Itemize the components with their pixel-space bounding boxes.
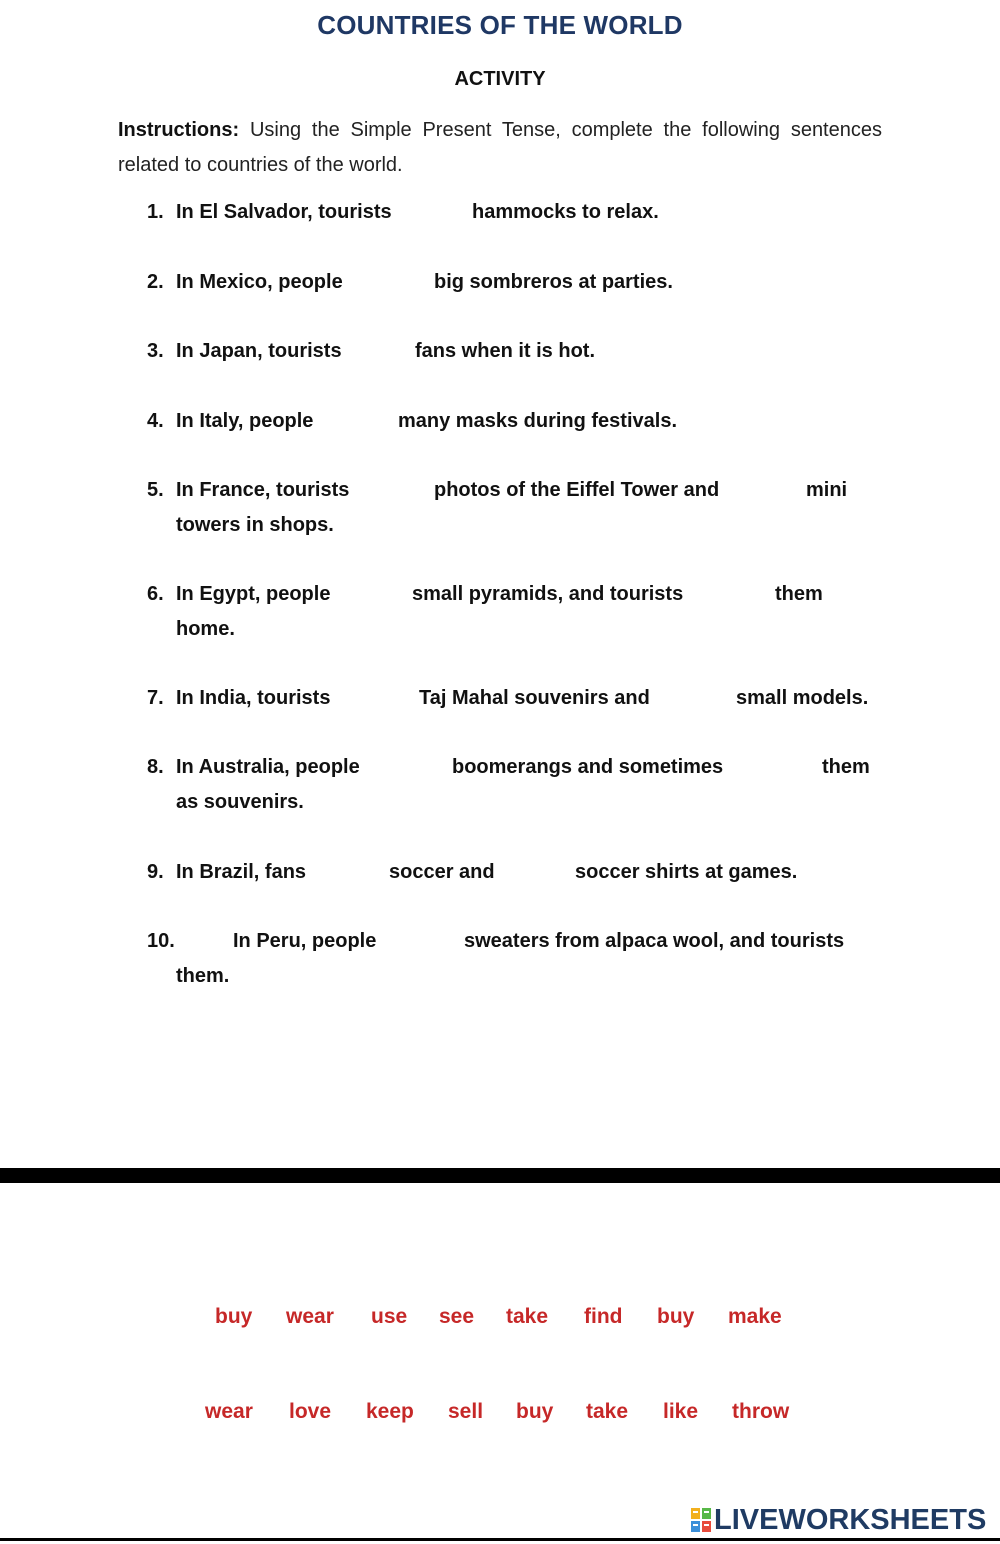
sentence-text: In Peru, people	[233, 930, 377, 952]
sentence-text: as souvenirs.	[176, 791, 304, 813]
word-bank-word: buy	[657, 1305, 695, 1328]
sentence-number: 10.	[147, 930, 175, 952]
sentence-text: boomerangs and sometimes	[452, 756, 724, 778]
sentence-number: 8.	[147, 756, 164, 778]
word-bank-word: wear	[205, 1400, 253, 1423]
bottom-border	[0, 1538, 1000, 1541]
word-bank-word: use	[371, 1305, 408, 1328]
sentence-number: 6.	[147, 583, 164, 605]
sentence-text: them	[775, 583, 823, 605]
sentence-number: 4.	[147, 410, 164, 432]
sentence-text: home.	[176, 618, 235, 640]
word-bank-word: love	[289, 1400, 332, 1423]
sentence-text: small models.	[736, 687, 869, 709]
sentence-text: In Japan, tourists	[176, 340, 342, 362]
sentence-text: soccer shirts at games.	[575, 861, 798, 883]
instructions-label: Instructions:	[118, 119, 240, 141]
sentence-number: 5.	[147, 479, 164, 501]
word-bank-word: see	[439, 1305, 475, 1328]
page-subtitle: ACTIVITY	[454, 68, 546, 90]
sentence-text: In Australia, people	[176, 756, 360, 778]
sentence-text: towers in shops.	[176, 514, 334, 536]
word-bank-word: like	[663, 1400, 699, 1423]
word-bank-word: throw	[732, 1400, 790, 1423]
word-bank-word: keep	[366, 1400, 414, 1423]
liveworksheets-logo	[690, 1500, 986, 1540]
liveworksheets-logo-text: LIVEWORKSHEETS	[714, 1503, 987, 1536]
word-bank-word: sell	[448, 1400, 484, 1423]
sentence-text: In El Salvador, tourists	[176, 201, 392, 223]
sentence-number: 2.	[147, 271, 164, 293]
sentence-text: mini	[806, 479, 848, 501]
word-bank-word: find	[584, 1305, 623, 1328]
section-divider	[0, 1168, 1000, 1183]
word-bank-word: wear	[286, 1305, 334, 1328]
liveworksheets-logo-icon	[690, 1507, 712, 1533]
word-bank-word: take	[586, 1400, 629, 1423]
word-bank-word: make	[728, 1305, 782, 1328]
sentence-text: soccer and	[389, 861, 495, 883]
sentence-number: 7.	[147, 687, 164, 709]
sentence-text: them	[822, 756, 870, 778]
instructions	[118, 113, 882, 183]
sentence-text: Taj Mahal souvenirs and	[419, 687, 650, 709]
word-bank-word: buy	[516, 1400, 554, 1423]
sentence-text: fans when it is hot.	[415, 340, 596, 362]
sentence-text: them.	[176, 965, 230, 987]
sentence-text: sweaters from alpaca wool, and tourists	[464, 930, 845, 952]
page-title: COUNTRIES OF THE WORLD	[317, 10, 683, 40]
sentence-number: 9.	[147, 861, 164, 883]
sentence-text: In France, tourists	[176, 479, 350, 501]
sentence-text: many masks during festivals.	[398, 410, 678, 432]
word-bank-word: buy	[215, 1305, 253, 1328]
instructions-text: Using the Simple Present Tense, complete the following sentences related to countries of the world.	[118, 119, 882, 176]
sentence-text: small pyramids, and tourists	[412, 583, 684, 605]
sentence-text: In Egypt, people	[176, 583, 331, 605]
sentence-number: 3.	[147, 340, 164, 362]
sentence-number: 1.	[147, 201, 164, 223]
sentence-text: big sombreros at parties.	[434, 271, 673, 293]
sentence-text: In Italy, people	[176, 410, 314, 432]
sentence-text: In Brazil, fans	[176, 861, 307, 883]
sentence-text: In Mexico, people	[176, 271, 343, 293]
sentence-text: In India, tourists	[176, 687, 331, 709]
word-bank-word: take	[506, 1305, 549, 1328]
sentence-text: photos of the Eiffel Tower and	[434, 479, 720, 501]
sentence-text: hammocks to relax.	[472, 201, 659, 223]
